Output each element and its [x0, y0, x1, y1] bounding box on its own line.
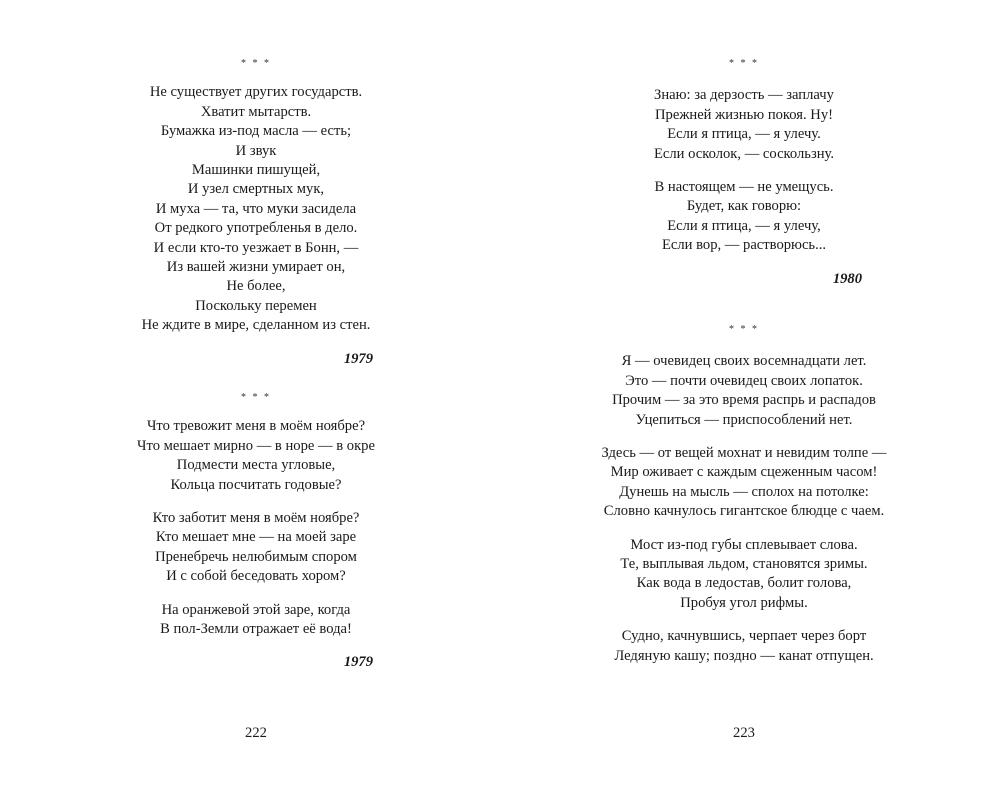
poem-line: В пол-Земли отражает её вода! — [160, 621, 352, 638]
poem-year: 1979 — [343, 350, 373, 367]
section-separator: * * * — [241, 58, 271, 69]
stanza — [594, 536, 894, 614]
section-separator: * * * — [729, 324, 759, 335]
poem-line: Машинки пишущей, — [191, 162, 321, 179]
stanza — [594, 178, 894, 256]
poem — [594, 54, 894, 289]
poem-year: 1979 — [343, 654, 373, 671]
page-number: 222 — [245, 725, 267, 741]
poem-line: Прочим — за это время распрь и распадов — [612, 392, 876, 409]
poem-line: Судно, качнувшись, черпает через борт — [621, 628, 867, 645]
poem-line: Прежней жизнью покоя. Ну! — [655, 106, 833, 123]
poem — [126, 54, 386, 369]
poem-line: Дунешь на мысль — сполох на потолке: — [619, 483, 869, 500]
poem-line: Что мешает мирно — в норе — в окре — [137, 437, 375, 454]
stanza — [594, 627, 894, 666]
poem-line: Словно качнулось гигантское блюдце с чаем. — [603, 503, 885, 520]
poem-line: Бумажка из-под масла — есть; — [160, 123, 352, 140]
poem-line: В настоящем — не умещусь. — [654, 179, 834, 196]
poem-line: Пробуя угол рифмы. — [680, 594, 808, 611]
poem-line: Те, выплывая льдом, становятся зримы. — [620, 556, 868, 573]
poem-line: От редкого употребленья в дело. — [154, 220, 358, 237]
poem — [594, 320, 894, 666]
stanza — [594, 444, 894, 522]
poem-line: Подмести места угловые, — [176, 457, 336, 474]
poem-line: Кто мешает мне — на моей заре — [155, 529, 357, 546]
poem-line: Если вор, — растворюсь... — [661, 237, 827, 254]
stanza — [126, 601, 386, 640]
poem-line: Кто заботит меня в моём ноябре? — [152, 510, 360, 527]
poem-line: Если я птица, — я улечу, — [667, 217, 821, 234]
poem-line: Это — почти очевидец своих лопаток. — [625, 372, 863, 389]
poem-line: Если я птица, — я улечу. — [667, 126, 821, 143]
poem-line: Поскольку перемен — [195, 297, 317, 314]
stanza — [126, 417, 386, 495]
poem-line: Кольца посчитать годовые? — [170, 476, 342, 493]
poem-line: Не ждите в мире, сделанном из стен. — [141, 317, 371, 334]
section-separator: * * * — [729, 58, 759, 69]
poem-line: Пренебречь нелюбимым спором — [155, 548, 357, 565]
poem-line: И муха — та, что муки засидела — [155, 200, 357, 217]
poem-line: И узел смертных мук, — [187, 181, 325, 198]
poem-line: И звук — [235, 142, 277, 159]
poem-line: И с собой беседовать хором? — [166, 568, 346, 585]
poem — [126, 388, 386, 673]
poem-line: На оранжевой этой заре, когда — [161, 601, 351, 618]
poem-line: Из вашей жизни умирает он, — [166, 259, 346, 276]
poem-line: Знаю: за дерзость — заплачу — [654, 87, 834, 104]
stanza — [126, 509, 386, 587]
poem-line: Мост из-под губы сплевывает слова. — [630, 536, 858, 553]
poem-line: Что тревожит меня в моём ноябре? — [146, 418, 366, 435]
right-page — [500, 0, 1000, 800]
poem-line: Ледяную кашу; поздно — канат отпущен. — [614, 647, 874, 664]
poem-line: Уцепиться — приспособлений нет. — [635, 411, 853, 428]
poem-line: Не существует других государств. — [149, 84, 363, 101]
section-separator: * * * — [241, 392, 271, 403]
poem-line: И если кто-то уезжает в Бонн, — — [153, 239, 359, 256]
poem-line: Хватит мытарств. — [200, 103, 312, 120]
poem-line: Не более, — [226, 278, 286, 295]
stanza — [594, 86, 894, 164]
stanza — [594, 352, 894, 430]
poem-line: Как вода в ледостав, болит голова, — [636, 575, 852, 592]
poem-year: 1980 — [832, 270, 862, 287]
poem-line: Если осколок, — соскользну. — [654, 145, 834, 162]
stanza — [126, 83, 386, 335]
page-number: 223 — [733, 725, 755, 741]
poem-line: Будет, как говорю: — [686, 198, 802, 215]
poem-line: Здесь — от вещей мохнат и невидим толпе — — [601, 445, 887, 462]
poem-line: Я — очевидец своих восемнадцати лет. — [621, 353, 867, 370]
poem-line: Мир оживает с каждым сцеженным часом! — [610, 464, 878, 481]
